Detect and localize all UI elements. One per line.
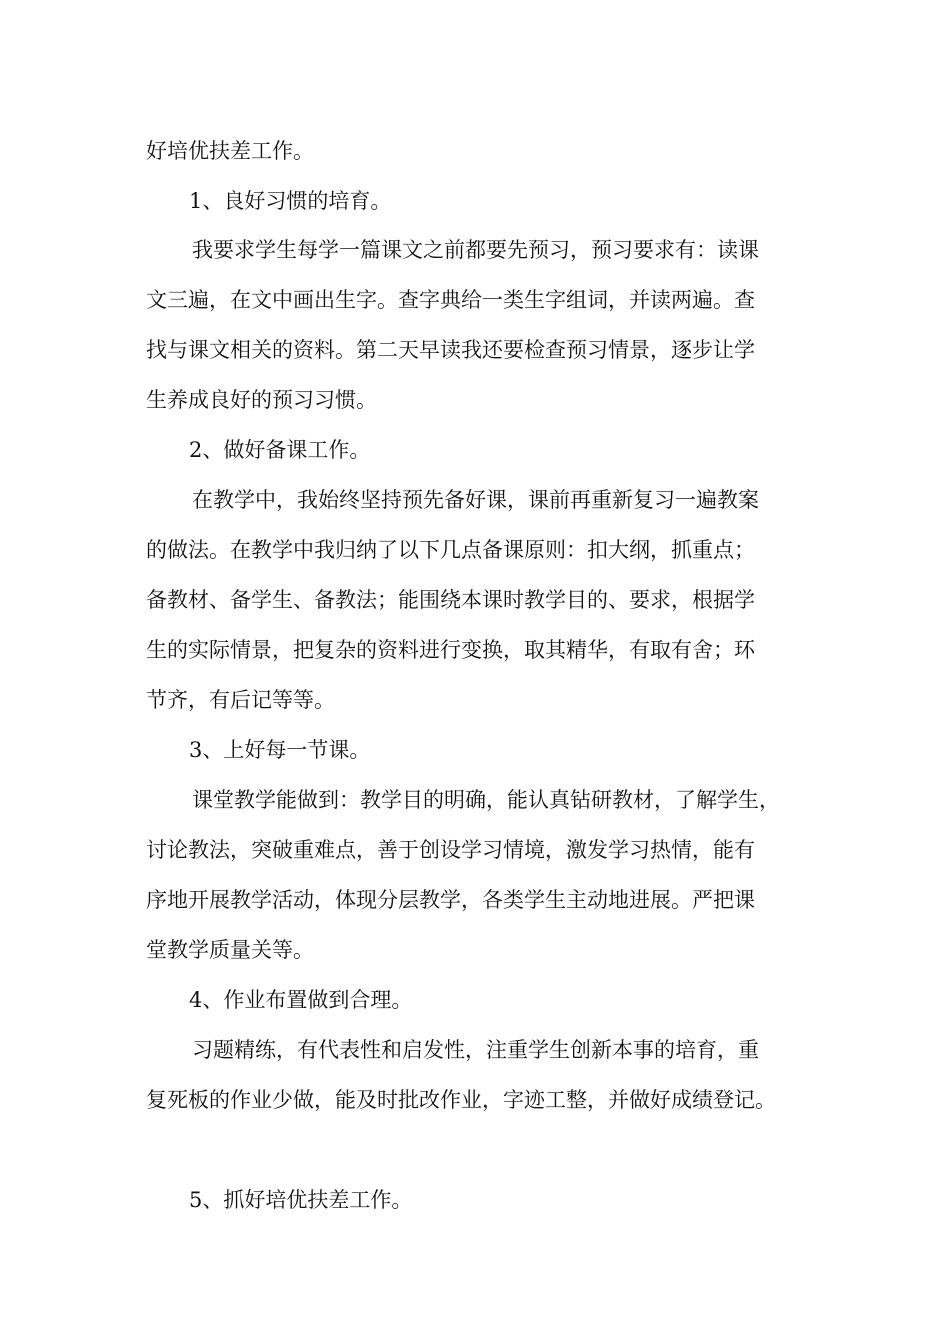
section-heading-1: 1、良好习惯的培育。 [189, 189, 392, 213]
paragraph-line: 文三遍，在文中画出生字。查字典给一类生字组词，并读两遍。查 [146, 288, 755, 312]
paragraph-line: 找与课文相关的资料。第二天早读我还要检查预习情景，逐步让学 [146, 338, 755, 362]
paragraph-line: 课堂教学能做到：教学目的明确，能认真钻研教材，了解学生， [192, 788, 780, 812]
paragraph-line: 习题精练，有代表性和启发性，注重学生创新本事的培育，重 [192, 1038, 759, 1062]
paragraph-line: 的做法。在教学中我归纳了以下几点备课原则：扣大纲，抓重点； [146, 538, 755, 562]
paragraph-line: 节齐，有后记等等。 [146, 688, 335, 712]
paragraph-line: 我要求学生每学一篇课文之前都要先预习，预习要求有：读课 [192, 238, 759, 262]
paragraph-line: 备教材、备学生、备教法；能围绕本课时教学目的、要求，根据学 [146, 588, 755, 612]
paragraph-line: 讨论教法，突破重难点，善于创设学习情境，激发学习热情，能有 [146, 838, 755, 862]
paragraph-line: 复死板的作业少做，能及时批改作业，字迹工整，并做好成绩登记。 [146, 1088, 776, 1112]
section-heading-5: 5、抓好培优扶差工作。 [189, 1188, 413, 1212]
paragraph-line: 堂教学质量关等。 [146, 938, 314, 962]
section-heading-4: 4、作业布置做到合理。 [189, 988, 413, 1012]
paragraph-line: 在教学中，我始终坚持预先备好课，课前再重新复习一遍教案 [192, 488, 759, 512]
section-heading-2: 2、做好备课工作。 [189, 438, 371, 462]
paragraph-line: 生养成良好的预习习惯。 [146, 388, 377, 412]
text-line-continuation: 好培优扶差工作。 [146, 139, 314, 163]
section-heading-3: 3、上好每一节课。 [189, 738, 371, 762]
paragraph-line: 生的实际情景，把复杂的资料进行变换，取其精华，有取有舍；环 [146, 638, 755, 662]
paragraph-line: 序地开展教学活动，体现分层教学，各类学生主动地进展。严把课 [146, 888, 755, 912]
